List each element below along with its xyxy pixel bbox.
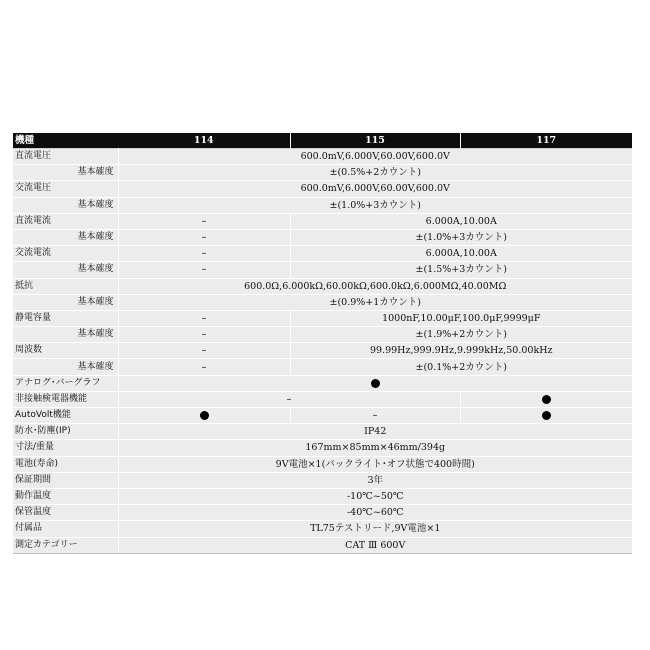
not-supported-dash: – (118, 327, 290, 343)
row-label: 防水･防塵(IP) (13, 424, 118, 440)
table-row (13, 165, 632, 181)
spec-value: -40℃~60℃ (118, 505, 632, 521)
table-row (13, 440, 632, 456)
spec-value: ±(1.5%+3カウント) (290, 262, 632, 278)
row-sublabel: 基本確度 (13, 262, 118, 278)
not-supported-dash: – (290, 408, 460, 424)
table-row (13, 537, 632, 553)
spec-body (13, 149, 632, 554)
row-label: 静電容量 (13, 310, 118, 326)
spec-value: 6.000A,10.00A (290, 246, 632, 262)
not-supported-dash: – (118, 391, 460, 407)
row-label: アナログ･バーグラフ (13, 375, 118, 391)
spec-value: -10℃~50℃ (118, 488, 632, 504)
table-row (13, 391, 632, 407)
header-model-117: 117 (460, 133, 632, 149)
table-row (13, 359, 632, 375)
spec-value: 600.0Ω,6.000kΩ,60.00kΩ,600.0kΩ,6.000MΩ,40.00MΩ (118, 278, 632, 294)
table-row (13, 488, 632, 504)
spec-value: IP42 (118, 424, 632, 440)
not-supported-dash: – (118, 343, 290, 359)
header-label: 機種 (13, 133, 118, 149)
spec-value: 600.0mV,6.000V,60.00V,600.0V (118, 149, 632, 165)
header-model-115: 115 (290, 133, 460, 149)
table-row (13, 456, 632, 472)
not-supported-dash: – (118, 262, 290, 278)
row-sublabel: 基本確度 (13, 229, 118, 245)
row-label: 直流電圧 (13, 149, 118, 165)
table-row (13, 294, 632, 310)
spec-value: 3年 (118, 472, 632, 488)
row-sublabel: 基本確度 (13, 197, 118, 213)
row-label: 保管温度 (13, 505, 118, 521)
row-sublabel: 基本確度 (13, 165, 118, 181)
spec-value: 600.0mV,6.000V,60.00V,600.0V (118, 181, 632, 197)
row-label: 寸法/重量 (13, 440, 118, 456)
not-supported-dash: – (118, 359, 290, 375)
feature-cell (460, 391, 632, 407)
spec-value: ±(1.9%+2カウント) (290, 327, 632, 343)
not-supported-dash: – (118, 246, 290, 262)
table-row (13, 472, 632, 488)
table-row (13, 197, 632, 213)
spec-value: ±(1.0%+3カウント) (290, 229, 632, 245)
spec-value: 1000nF,10.00μF,100.0μF,9999μF (290, 310, 632, 326)
feature-cell (118, 375, 632, 391)
table-row (13, 424, 632, 440)
header-model-114: 114 (118, 133, 290, 149)
table-row (13, 343, 632, 359)
row-label: AutoVolt機能 (13, 408, 118, 424)
row-sublabel: 基本確度 (13, 294, 118, 310)
row-label: 直流電流 (13, 213, 118, 229)
not-supported-dash: – (118, 229, 290, 245)
table-row (13, 408, 632, 424)
feature-cell (460, 408, 632, 424)
table-row (13, 229, 632, 245)
row-sublabel: 基本確度 (13, 327, 118, 343)
spec-value: ±(0.1%+2カウント) (290, 359, 632, 375)
table-row (13, 521, 632, 537)
spec-value: 9V電池×1(バックライト･オフ状態で400時間) (118, 456, 632, 472)
row-sublabel: 基本確度 (13, 359, 118, 375)
spec-value: ±(0.9%+1カウント) (118, 294, 632, 310)
row-label: 交流電圧 (13, 181, 118, 197)
spec-value: 167mm×85mm×46mm/394g (118, 440, 632, 456)
supported-dot-icon (371, 379, 380, 388)
spec-value: 99.99Hz,999.9Hz,9.999kHz,50.00kHz (290, 343, 632, 359)
table-row (13, 278, 632, 294)
row-label: 動作温度 (13, 488, 118, 504)
table-row (13, 375, 632, 391)
row-label: 保証期間 (13, 472, 118, 488)
row-label: 付属品 (13, 521, 118, 537)
table-row (13, 262, 632, 278)
feature-cell (118, 408, 290, 424)
spec-value: TL75テストリード,9V電池×1 (118, 521, 632, 537)
row-label: 交流電流 (13, 246, 118, 262)
table-row (13, 310, 632, 326)
supported-dot-icon (542, 411, 551, 420)
row-label: 周波数 (13, 343, 118, 359)
table-row (13, 246, 632, 262)
row-label: 抵抗 (13, 278, 118, 294)
table-row (13, 181, 632, 197)
supported-dot-icon (542, 395, 551, 404)
header-row (13, 133, 632, 149)
table-row (13, 327, 632, 343)
row-label: 非接触検電器機能 (13, 391, 118, 407)
table-row (13, 149, 632, 165)
spec-value: 6.000A,10.00A (290, 213, 632, 229)
spec-value: ±(1.0%+3カウント) (118, 197, 632, 213)
spec-value: CAT Ⅲ 600V (118, 537, 632, 553)
spec-value: ±(0.5%+2カウント) (118, 165, 632, 181)
row-label: 電池(寿命) (13, 456, 118, 472)
supported-dot-icon (200, 411, 209, 420)
table-row (13, 213, 632, 229)
table-row (13, 505, 632, 521)
row-label: 測定カテゴリー (13, 537, 118, 553)
not-supported-dash: – (118, 213, 290, 229)
spec-table (13, 133, 632, 554)
not-supported-dash: – (118, 310, 290, 326)
